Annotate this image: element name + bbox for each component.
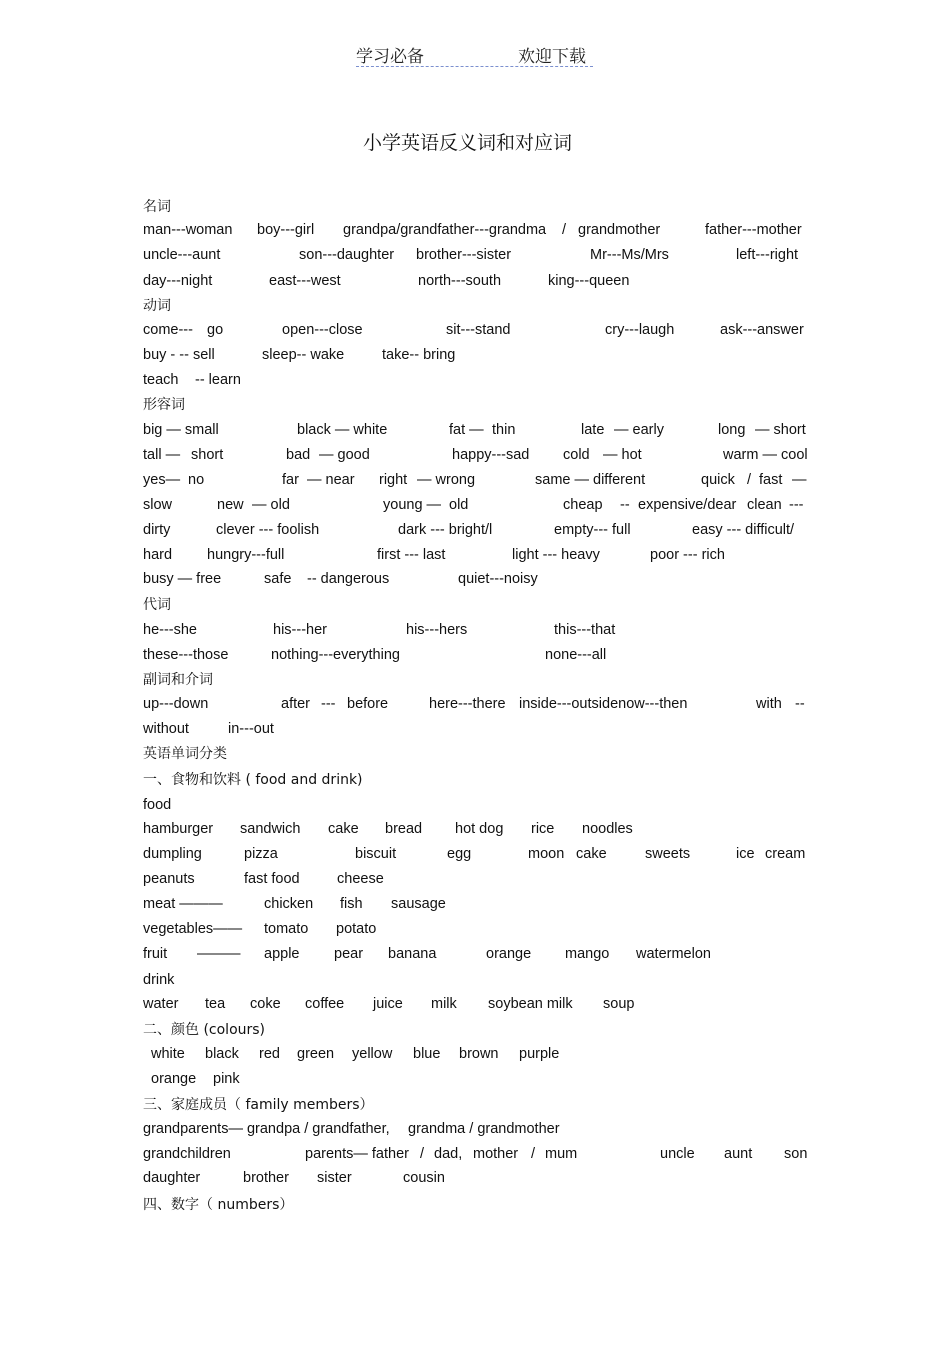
word: soup (603, 996, 635, 1012)
word-pair: --- (321, 696, 336, 712)
word: bread (385, 821, 423, 837)
word-pair: this---that (554, 622, 616, 638)
word: mum (545, 1146, 578, 1162)
word-row (143, 921, 808, 941)
word-pair: / (747, 472, 752, 488)
word-pair: sleep-- wake (262, 347, 345, 363)
word-row (143, 647, 808, 667)
section-heading-classification: 英语单词分类 (143, 746, 227, 762)
word-row (143, 846, 808, 866)
word-row (143, 372, 808, 392)
word-pair: his---hers (406, 622, 468, 638)
word-pair: none---all (545, 647, 607, 663)
word: cream (765, 846, 806, 862)
header-right-text: 欢迎下载 (518, 47, 586, 67)
word-pair: clever --- foolish (216, 522, 320, 538)
word-pair: same — different (535, 472, 646, 488)
word-pair: — near (307, 472, 355, 488)
word-row (143, 996, 808, 1016)
word: water (143, 996, 179, 1012)
word-pair: — old (252, 497, 290, 513)
word: ——— (197, 946, 241, 962)
word: cousin (403, 1170, 445, 1186)
word-row (143, 946, 808, 966)
word-pair: come--- (143, 322, 193, 338)
word: fish (340, 896, 363, 912)
word-row (143, 222, 808, 242)
word-pair: cold (563, 447, 590, 463)
word: banana (388, 946, 437, 962)
word: sweets (645, 846, 691, 862)
word: rice (531, 821, 555, 837)
word: aunt (724, 1146, 753, 1162)
word-pair: here---there (429, 696, 506, 712)
word-pair: quiet---noisy (458, 571, 538, 587)
word-pair: after (281, 696, 311, 712)
word-pair: short (191, 447, 224, 463)
word-row (143, 522, 808, 542)
word: blue (413, 1046, 441, 1062)
word-pair: -- (620, 497, 630, 513)
word-pair: buy - -- sell (143, 347, 215, 363)
word-pair: uncle---aunt (143, 247, 221, 263)
section-heading-family: 三、家庭成员（ family members） (143, 1097, 374, 1113)
section-heading-adverbs-prepositions: 副词和介词 (143, 672, 213, 688)
word: biscuit (355, 846, 397, 862)
word-row (143, 497, 808, 517)
word: hot dog (455, 821, 504, 837)
word: potato (336, 921, 377, 937)
word-pair: busy — free (143, 571, 222, 587)
word-pair: teach (143, 372, 179, 388)
word-pair: man---woman (143, 222, 233, 238)
word-pair: day---night (143, 273, 213, 289)
word: / (531, 1146, 536, 1162)
word-pair: go (207, 322, 224, 338)
word: cake (328, 821, 359, 837)
page-header (356, 40, 593, 67)
word-pair: black — white (297, 422, 388, 438)
word-row (143, 721, 808, 741)
word: daughter (143, 1170, 201, 1186)
word: black (205, 1046, 239, 1062)
word-pair: boy---girl (257, 222, 315, 238)
word-pair: bad (286, 447, 311, 463)
word-pair: old (449, 497, 469, 513)
word-pair: empty--- full (554, 522, 631, 538)
category-label: food (143, 797, 172, 813)
word: tomato (264, 921, 309, 937)
word: watermelon (636, 946, 711, 962)
word: fruit (143, 946, 168, 962)
word-row (143, 821, 808, 841)
word-pair: — wrong (417, 472, 476, 488)
word-row (143, 447, 808, 467)
word: meat ——— (143, 896, 223, 912)
word-pair: easy --- difficult/ (692, 522, 795, 538)
word-pair: yes— (143, 472, 181, 488)
word: grandparents— grandpa / grandfather, (143, 1121, 390, 1137)
word-row (143, 571, 808, 591)
word: orange (151, 1071, 197, 1087)
word: white (151, 1046, 185, 1062)
category-label: drink (143, 972, 175, 988)
word: egg (447, 846, 472, 862)
word-row (143, 622, 808, 642)
word: apple (264, 946, 300, 962)
section-heading-verbs: 动词 (143, 298, 171, 314)
word: cake (576, 846, 607, 862)
word-pair: / (562, 222, 567, 238)
word-pair: late (581, 422, 605, 438)
word-pair: -- (795, 696, 805, 712)
word: son (784, 1146, 808, 1162)
word-pair: thin (492, 422, 516, 438)
word: red (259, 1046, 280, 1062)
word: brother (243, 1170, 289, 1186)
word: soybean milk (488, 996, 573, 1012)
word: mother (473, 1146, 519, 1162)
word-pair: — good (319, 447, 370, 463)
word-pair: hard (143, 547, 173, 563)
word-pair: light --- heavy (512, 547, 600, 563)
word: orange (486, 946, 532, 962)
word-row (143, 472, 808, 492)
word-row (143, 972, 808, 992)
word-pair: east---west (269, 273, 341, 289)
word-pair: before (347, 696, 389, 712)
word-row (143, 797, 808, 817)
word: pizza (244, 846, 278, 862)
word-pair: happy---sad (452, 447, 530, 463)
word-row (143, 1071, 808, 1091)
word-row (143, 1146, 808, 1166)
word-pair: fat — (449, 422, 484, 438)
word-row (143, 422, 808, 442)
word-pair: grandpa/grandfather---grandma (343, 222, 547, 238)
word-pair: nothing---everything (271, 647, 400, 663)
word-pair: warm — cool (723, 447, 808, 463)
word-pair: — short (755, 422, 806, 438)
word: milk (431, 996, 457, 1012)
word-pair: hungry---full (207, 547, 285, 563)
word-pair: these---those (143, 647, 229, 663)
word-row (143, 871, 808, 891)
word: sausage (391, 896, 446, 912)
word-pair: fast (759, 472, 783, 488)
word-pair: king---queen (548, 273, 630, 289)
word: coke (250, 996, 281, 1012)
word-pair: young — (383, 497, 442, 513)
word-pair: dark --- bright/l (398, 522, 493, 538)
word: sandwich (240, 821, 301, 837)
word-pair: open---close (282, 322, 363, 338)
section-heading-pronouns: 代词 (143, 597, 171, 613)
word: dad, (434, 1146, 463, 1162)
word-pair: take-- bring (382, 347, 456, 363)
word-pair: he---she (143, 622, 197, 638)
word-pair: son---daughter (299, 247, 395, 263)
word-row (143, 1121, 808, 1141)
word-pair: slow (143, 497, 173, 513)
word-pair: first --- last (377, 547, 446, 563)
word: yellow (352, 1046, 393, 1062)
word: fast food (244, 871, 300, 887)
word-pair: his---her (273, 622, 327, 638)
word-pair: brother---sister (416, 247, 512, 263)
word-pair: father---mother (705, 222, 802, 238)
word-pair: tall — (143, 447, 181, 463)
word-pair: dirty (143, 522, 171, 538)
word-pair: cheap (563, 497, 603, 513)
word-row (143, 1170, 808, 1190)
word: green (297, 1046, 335, 1062)
word: grandchildren (143, 1146, 231, 1162)
word: noodles (582, 821, 633, 837)
word-pair: — early (614, 422, 664, 438)
word-pair: — (792, 472, 807, 488)
word-pair: clean (747, 497, 782, 513)
section-heading-adjectives: 形容词 (143, 397, 185, 413)
word-pair: — hot (603, 447, 642, 463)
word-pair: Mr---Ms/Mrs (590, 247, 669, 263)
word-pair: no (188, 472, 205, 488)
section-heading-nouns: 名词 (143, 199, 171, 215)
word-row (143, 896, 808, 916)
word-pair: sit---stand (446, 322, 511, 338)
word-pair: long (718, 422, 746, 438)
section-heading-food-drink: 一、食物和饮料 ( food and drink) (143, 772, 363, 788)
word-pair: --- (789, 497, 804, 513)
word-pair: far (282, 472, 299, 488)
word-pair: up---down (143, 696, 209, 712)
word-pair: safe (264, 571, 292, 587)
word-pair: ask---answer (720, 322, 804, 338)
word: chicken (264, 896, 314, 912)
word: cheese (337, 871, 384, 887)
word-row (143, 247, 808, 267)
page-title: 小学英语反义词和对应词 (362, 132, 572, 154)
word: purple (519, 1046, 560, 1062)
word-pair: expensive/dear (638, 497, 737, 513)
word: hamburger (143, 821, 214, 837)
word-pair: grandmother (578, 222, 661, 238)
word-pair: cry---laugh (605, 322, 675, 338)
word: peanuts (143, 871, 195, 887)
word: sister (317, 1170, 352, 1186)
word: dumpling (143, 846, 202, 862)
word-pair: -- dangerous (307, 571, 390, 587)
word-row (143, 322, 808, 342)
word: coffee (305, 996, 345, 1012)
word-pair: north---south (418, 273, 502, 289)
header-left-text: 学习必备 (356, 47, 424, 67)
word-pair: big — small (143, 422, 219, 438)
word-row (143, 696, 808, 716)
section-heading-colours: 二、颜色 (colours) (143, 1022, 266, 1038)
word: pink (213, 1071, 240, 1087)
word: ice (736, 846, 755, 862)
word: parents— father (305, 1146, 409, 1162)
word: grandma / grandmother (408, 1121, 560, 1137)
word: juice (373, 996, 403, 1012)
word-pair: right (379, 472, 408, 488)
word: mango (565, 946, 610, 962)
word-pair: poor --- rich (650, 547, 725, 563)
word-row (143, 273, 808, 293)
section-heading-numbers: 四、数字（ numbers） (143, 1197, 294, 1213)
word-pair: inside---outsidenow---then (519, 696, 688, 712)
word: uncle (660, 1146, 695, 1162)
word-pair: quick (701, 472, 735, 488)
word: tea (205, 996, 226, 1012)
word-pair: with (756, 696, 782, 712)
word-row (143, 1046, 808, 1066)
word-row (143, 547, 808, 567)
word-pair: new (217, 497, 244, 513)
word: vegetables—— (143, 921, 243, 937)
word: / (420, 1146, 425, 1162)
word-pair: -- learn (195, 372, 241, 388)
word: brown (459, 1046, 499, 1062)
word: pear (334, 946, 364, 962)
word-pair: left---right (736, 247, 799, 263)
word-pair: in---out (228, 721, 274, 737)
word: moon (528, 846, 565, 862)
word-pair: without (143, 721, 189, 737)
word-row (143, 347, 808, 367)
